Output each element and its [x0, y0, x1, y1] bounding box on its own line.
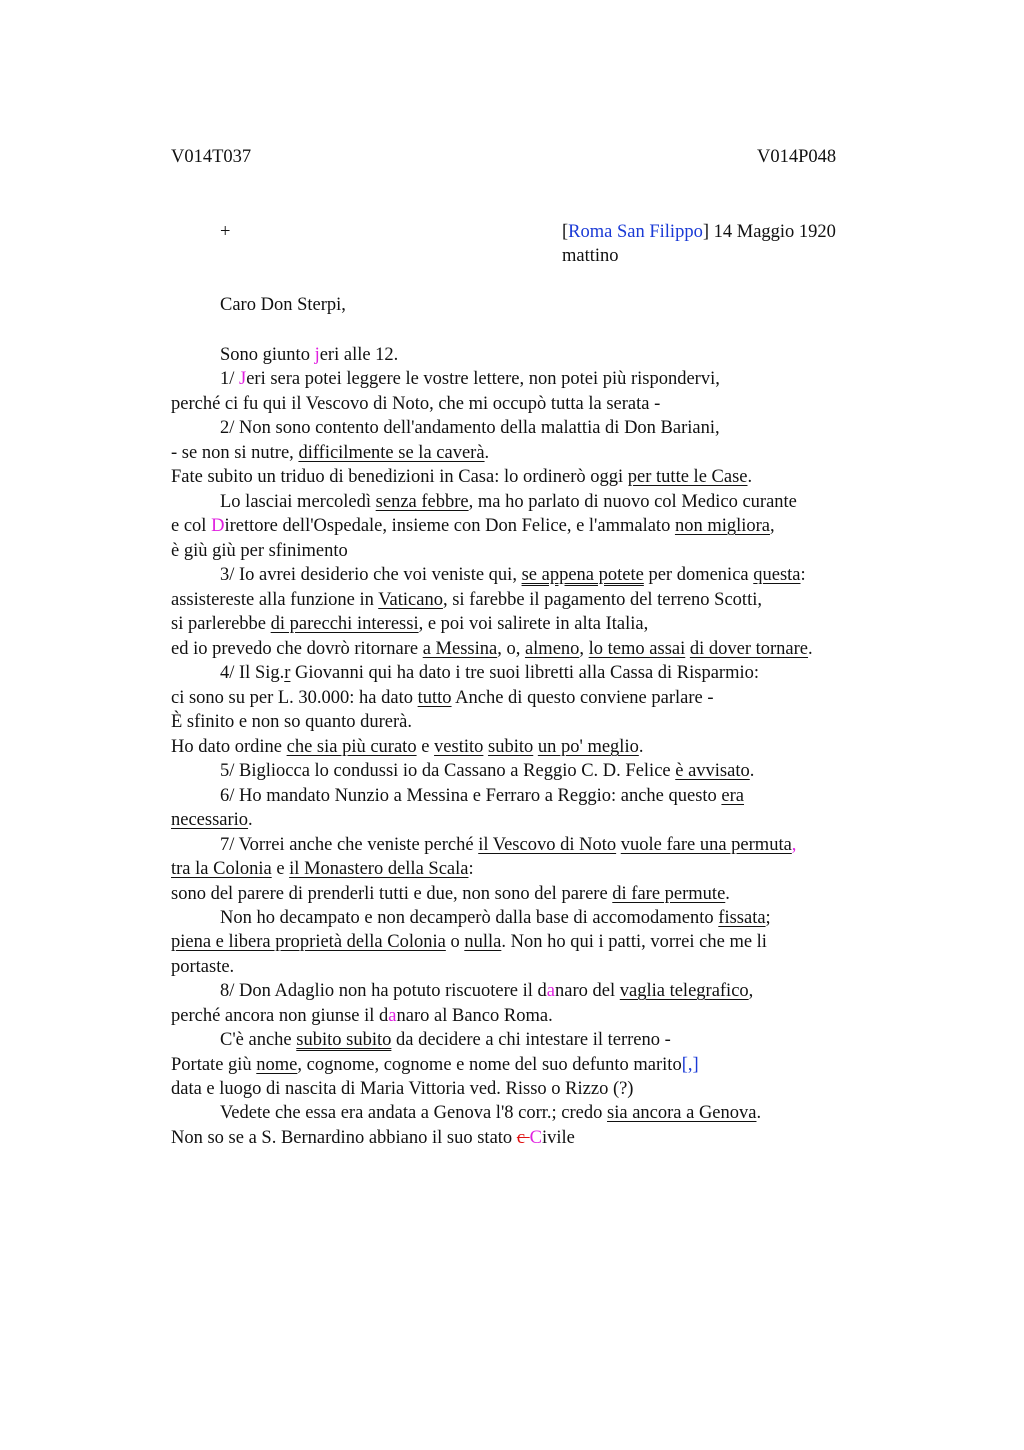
body-line: e col Direttore dell'Ospedale, insieme con Don Felice, e l'ammalato non migliora, [171, 516, 775, 536]
body-line: 6/ Ho mandato Nunzio a Messina e Ferraro a Reggio: anche questo era [220, 786, 745, 806]
date-line [562, 222, 836, 243]
body-line: ci sono su per L. 30.000: ha dato tutto Anche di questo conviene parlare - [171, 688, 714, 708]
body-line: 5/ Bigliocca lo condussi io da Cassano a Reggio C. D. Felice è avvisato. [220, 761, 755, 781]
body-line: 8/ Don Adaglio non ha potuto riscuotere il danaro del vaglia telegrafico, [220, 981, 754, 1001]
date-place: Roma San Filippo [568, 222, 703, 242]
body-line: Fate subito un triduo di benedizioni in Casa: lo ordinerò oggi per tutte le Case. [171, 467, 753, 487]
bracket-open: [ [562, 222, 569, 242]
body-line: data e luogo di nascita di Maria Vittoria ved. Risso o Rizzo (?) [171, 1079, 634, 1099]
salutation: Caro Don Sterpi, [220, 295, 346, 315]
body-line: 3/ Io avrei desiderio che voi veniste qui, se appena potete per domenica questa: [220, 565, 806, 585]
body-line: È sfinito e non so quanto durerà. [171, 712, 412, 732]
body-line: piena e libera proprietà della Colonia o nulla. Non ho qui i patti, vorrei che me li [171, 932, 767, 952]
body-line: necessario. [171, 810, 253, 830]
document-code-left: V014T037 [171, 147, 252, 167]
body-line: assistereste alla funzione in Vaticano, si farebbe il pagamento del terreno Scotti, [171, 590, 762, 610]
date-time: mattino [562, 246, 619, 266]
body-line: - se non si nutre, difficilmente se la caverà. [171, 443, 490, 463]
body-line: Sono giunto jeri alle 12. [220, 345, 399, 365]
body-line: Non so se a S. Bernardino abbiano il suo stato c Civile [171, 1128, 575, 1148]
body-line: perché ci fu qui il Vescovo di Noto, che mi occupò tutta la serata - [171, 394, 661, 414]
date-text: 14 Maggio 1920 [709, 222, 836, 242]
body-line: portaste. [171, 957, 235, 977]
body-line: Ho dato ordine che sia più curato e vestito subito un po' meglio. [171, 737, 644, 757]
bracket-close: ] [702, 222, 709, 242]
body-line: è giù giù per sfinimento [171, 541, 348, 561]
body-line: tra la Colonia e il Monastero della Scala: [171, 859, 474, 879]
body-line: ed io prevedo che dovrò ritornare a Messina, o, almeno, lo temo assai di dover tornare. [171, 639, 813, 659]
body-line: C'è anche subito subito da decidere a chi intestare il terreno - [220, 1030, 671, 1050]
body-line: perché ancora non giunse il danaro al Banco Roma. [171, 1006, 553, 1026]
cross-mark: + [220, 222, 231, 242]
body-line: 2/ Non sono contento dell'andamento della malattia di Don Bariani, [220, 418, 720, 438]
document-code-right: V014P048 [757, 147, 837, 167]
body-line: Vedete che essa era andata a Genova l'8 corr.; credo sia ancora a Genova. [220, 1103, 762, 1123]
body-line: sono del parere di prenderli tutti e due, non sono del parere di fare permute. [171, 884, 730, 904]
body-line: 7/ Vorrei anche che veniste perché il Vescovo di Noto vuole fare una permuta, [220, 835, 797, 855]
body-line: Lo lasciai mercoledì senza febbre, ma ho parlato di nuovo col Medico curante [220, 492, 797, 512]
body-line: si parlerebbe di parecchi interessi, e poi voi salirete in alta Italia, [171, 614, 649, 634]
body-line: 1/ Jeri sera potei leggere le vostre lettere, non potei più rispondervi, [220, 369, 720, 389]
body-line: 4/ Il Sig.r Giovanni qui ha dato i tre suoi libretti alla Cassa di Risparmio: [220, 663, 760, 683]
body-line: Portate giù nome, cognome, cognome e nome del suo defunto marito[,] [171, 1055, 699, 1075]
deleted-text: c [516, 1128, 530, 1148]
body-line: Non ho decampato e non decamperò dalla base di accomodamento fissata; [220, 908, 771, 928]
